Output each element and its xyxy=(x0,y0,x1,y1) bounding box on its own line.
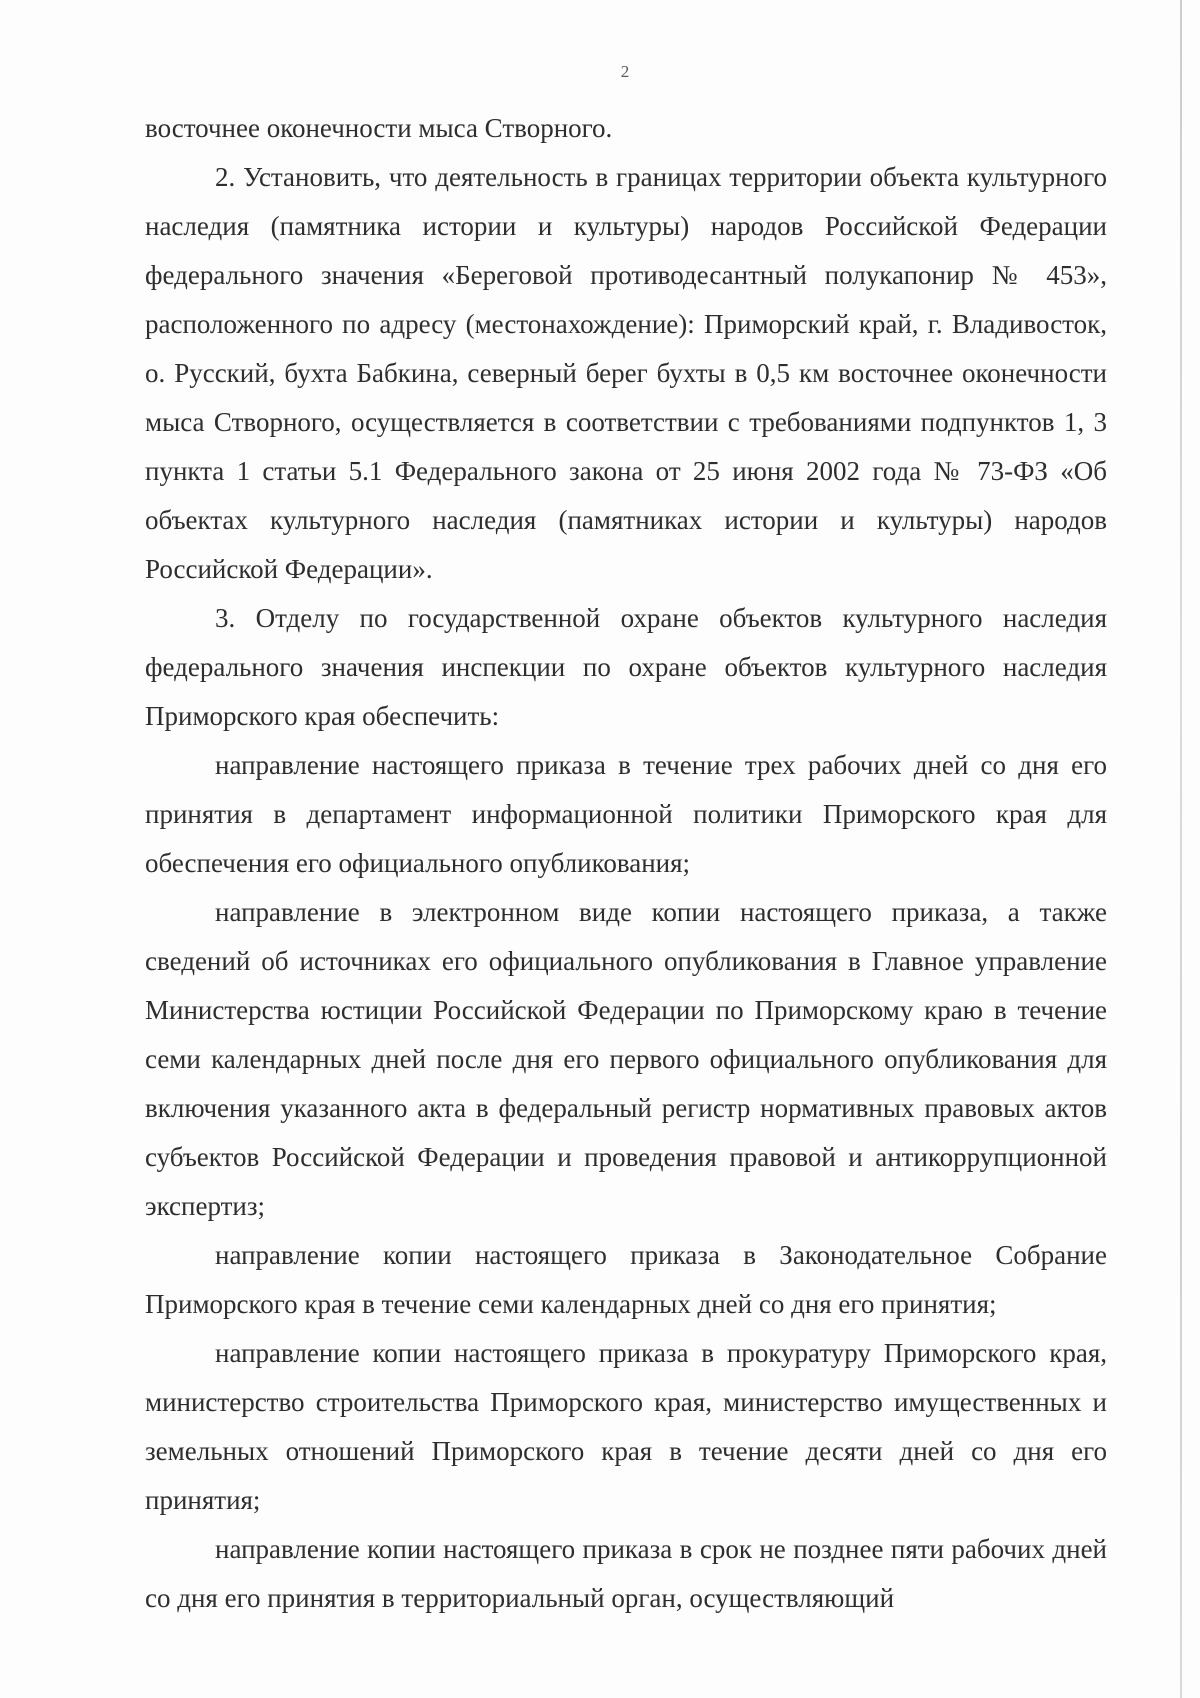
paragraph-item-2: 2. Установить, что деятельность в границах территории объекта культурного наследия (памятника истории и культуры) народов Российской Федерации федерального значения «Береговой противодесантный полукапонир № 453», расположенного по адресу (местонахождение): Приморский край, г. Владивосток, о. Русский, бухта Бабкина, северный берег бухты в 0,5 км восточнее оконечности мыса Створного, осуществляется в соответствии с требованиями подпунктов 1, 3 пункта 1 статьи 5.1 Федерального закона от 25 июня 2002 года № 73-ФЗ «Об объектах культурного наследия (памятниках истории и культуры) народов Российской Федерации». xyxy=(145,162,1107,584)
document-body xyxy=(145,104,1107,1623)
scan-edge-line xyxy=(1180,0,1182,1698)
paragraph-subitem-justice-ministry: направление в электронном виде копии настоящего приказа, а также сведений об источниках его официального опубликования в Главное управление Министерства юстиции Российской Федерации по Приморскому краю в течение семи календарных дней после дня его первого официального опубликования для включения указанного акта в федеральный регистр нормативных правовых актов субъектов Российской Федерации и проведения правовой и антикоррупционной экспертиз; xyxy=(145,897,1107,1221)
paragraph-item-3: 3. Отделу по государственной охране объектов культурного наследия федерального значения инспекции по охране объектов культурного наследия Приморского края обеспечить: xyxy=(145,603,1107,731)
paragraph-subitem-territorial-body: направление копии настоящего приказа в срок не позднее пяти рабочих дней со дня его принятия в территориальный орган, осуществляющий xyxy=(145,1534,1107,1613)
paragraph-subitem-prosecutor: направление копии настоящего приказа в прокуратуру Приморского края, министерство строительства Приморского края, министерство имущественных и земельных отношений Приморского края в течение десяти дней со дня его принятия; xyxy=(145,1338,1107,1515)
page-number: 2 xyxy=(620,62,630,81)
paragraph-continuation: восточнее оконечности мыса Створного. xyxy=(145,113,613,143)
paragraph-subitem-publication: направление настоящего приказа в течение трех рабочих дней со дня его принятия в департамент информационной политики Приморского края для обеспечения его официального опубликования; xyxy=(145,750,1107,878)
paragraph-subitem-legislative-assembly: направление копии настоящего приказа в Законодательное Собрание Приморского края в течение семи календарных дней со дня его принятия; xyxy=(145,1240,1107,1319)
